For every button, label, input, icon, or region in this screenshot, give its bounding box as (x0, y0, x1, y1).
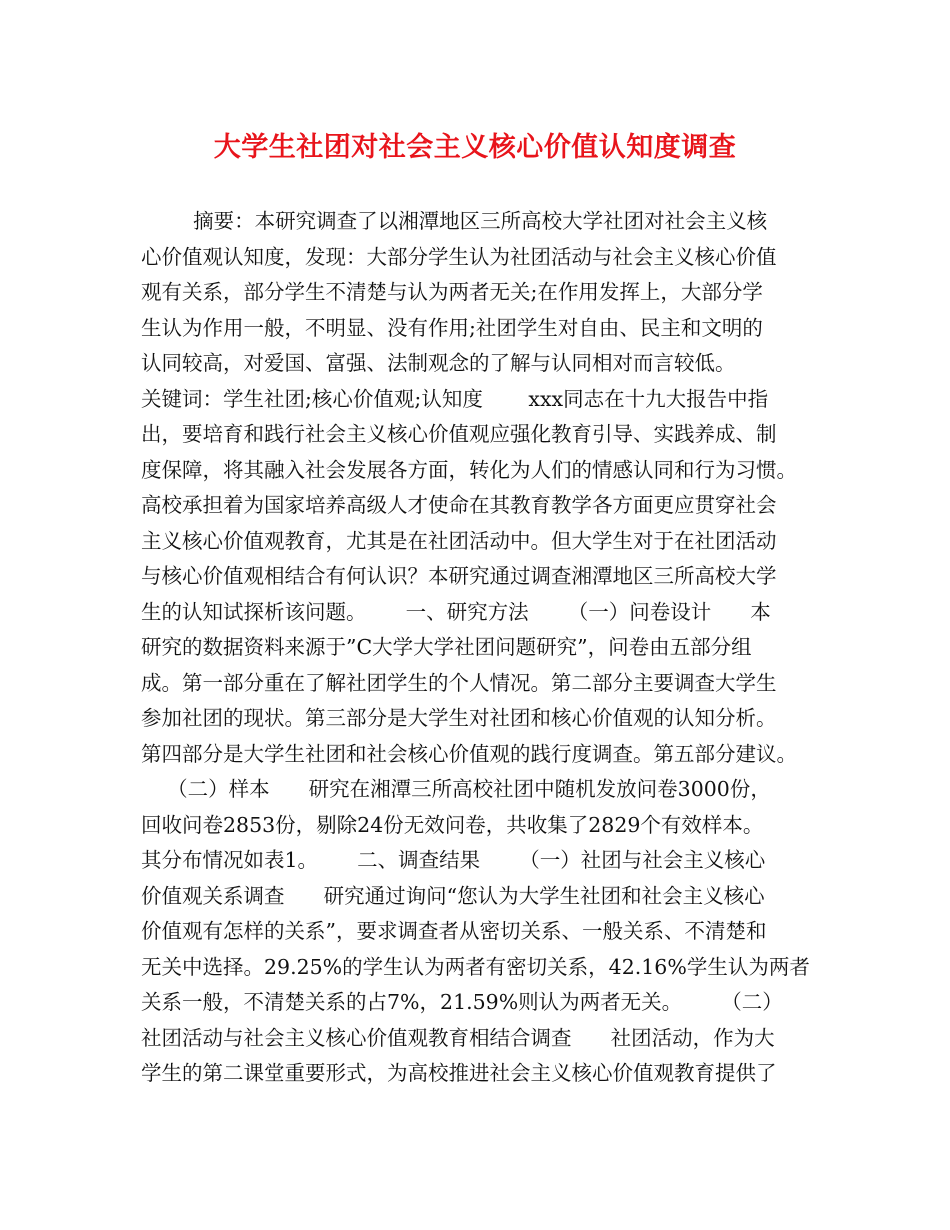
body-line: 认同较高，对爱国、富强、法制观念的了解与认同相对而言较低。 (141, 351, 736, 375)
document-body (141, 204, 821, 1092)
body-line: 观有关系，部分学生不清楚与认为两者无关;在作用发挥上，大部分学 (141, 280, 763, 304)
body-line: 关键词：学生社团;核心价值观;认知度 xxx同志在十九大报告中指 (141, 386, 769, 411)
body-line: （二）样本 研究在湘潭三所高校社团中随机发放问卷3000份， (141, 777, 771, 801)
body-line: 生认为作用一般，不明显、没有作用;社团学生对自由、民主和文明的 (141, 315, 763, 340)
body-line: 无关中选择。29.25%的学生认为两者有密切关系，42.16%学生认为两者 (141, 954, 810, 979)
body-line: 关系一般，不清楚关系的占7%，21.59%则认为两者无关。 （二） (141, 990, 783, 1014)
body-line: 与核心价值观相结合有何认识？本研究通过调查湘潭地区三所高校大学 (141, 564, 777, 588)
body-line: 学生的第二课堂重要形式，为高校推进社会主义核心价值观教育提供了 (141, 1061, 777, 1085)
body-line: 高校承担着为国家培养高级人才使命在其教育教学各方面更应贯穿社会 (141, 493, 777, 517)
body-line: 主义核心价值观教育，尤其是在社团活动中。但大学生对于在社团活动 (141, 528, 777, 553)
body-line: 出，要培育和践行社会主义核心价值观应强化教育引导、实践养成、制 (141, 422, 777, 446)
body-line: 第四部分是大学生社团和社会核心价值观的践行度调查。第五部分建议。 (141, 741, 797, 766)
body-line: 价值观关系调查 研究通过询问“您认为大学生社团和社会主义核心 (141, 883, 765, 908)
body-line: 参加社团的现状。第三部分是大学生对社团和核心价值观的认知分析。 (141, 706, 777, 730)
body-line: 心价值观认知度，发现：大部分学生认为社团活动与社会主义核心价值 (141, 244, 777, 269)
body-line: 度保障，将其融入社会发展各方面，转化为人们的情感认同和行为习惯。 (141, 457, 797, 482)
body-line: 回收问卷2853份，剔除24份无效问卷，共收集了2829个有效样本。 (141, 812, 764, 837)
body-line: 其分布情况如表1。 二、调查结果 （一）社团与社会主义核心 (141, 848, 766, 872)
body-line: 摘要：本研究调查了以湘潭地区三所高校大学社团对社会主义核 (141, 209, 768, 233)
body-line: 价值观有怎样的关系”，要求调查者从密切关系、一般关系、不清楚和 (141, 919, 767, 943)
document-title: 大学生社团对社会主义核心价值认知度调查 (213, 132, 737, 163)
body-line: 社团活动与社会主义核心价值观教育相结合调查 社团活动，作为大 (141, 1025, 775, 1050)
body-line: 研究的数据资料来源于”C大学大学社团问题研究”，问卷由五部分组 (141, 635, 752, 659)
body-line: 生的认知试探析该问题。 一、研究方法 （一）问卷设计 本 (141, 599, 771, 624)
body-line: 成。第一部分重在了解社团学生的个人情况。第二部分主要调查大学生 (141, 670, 777, 695)
